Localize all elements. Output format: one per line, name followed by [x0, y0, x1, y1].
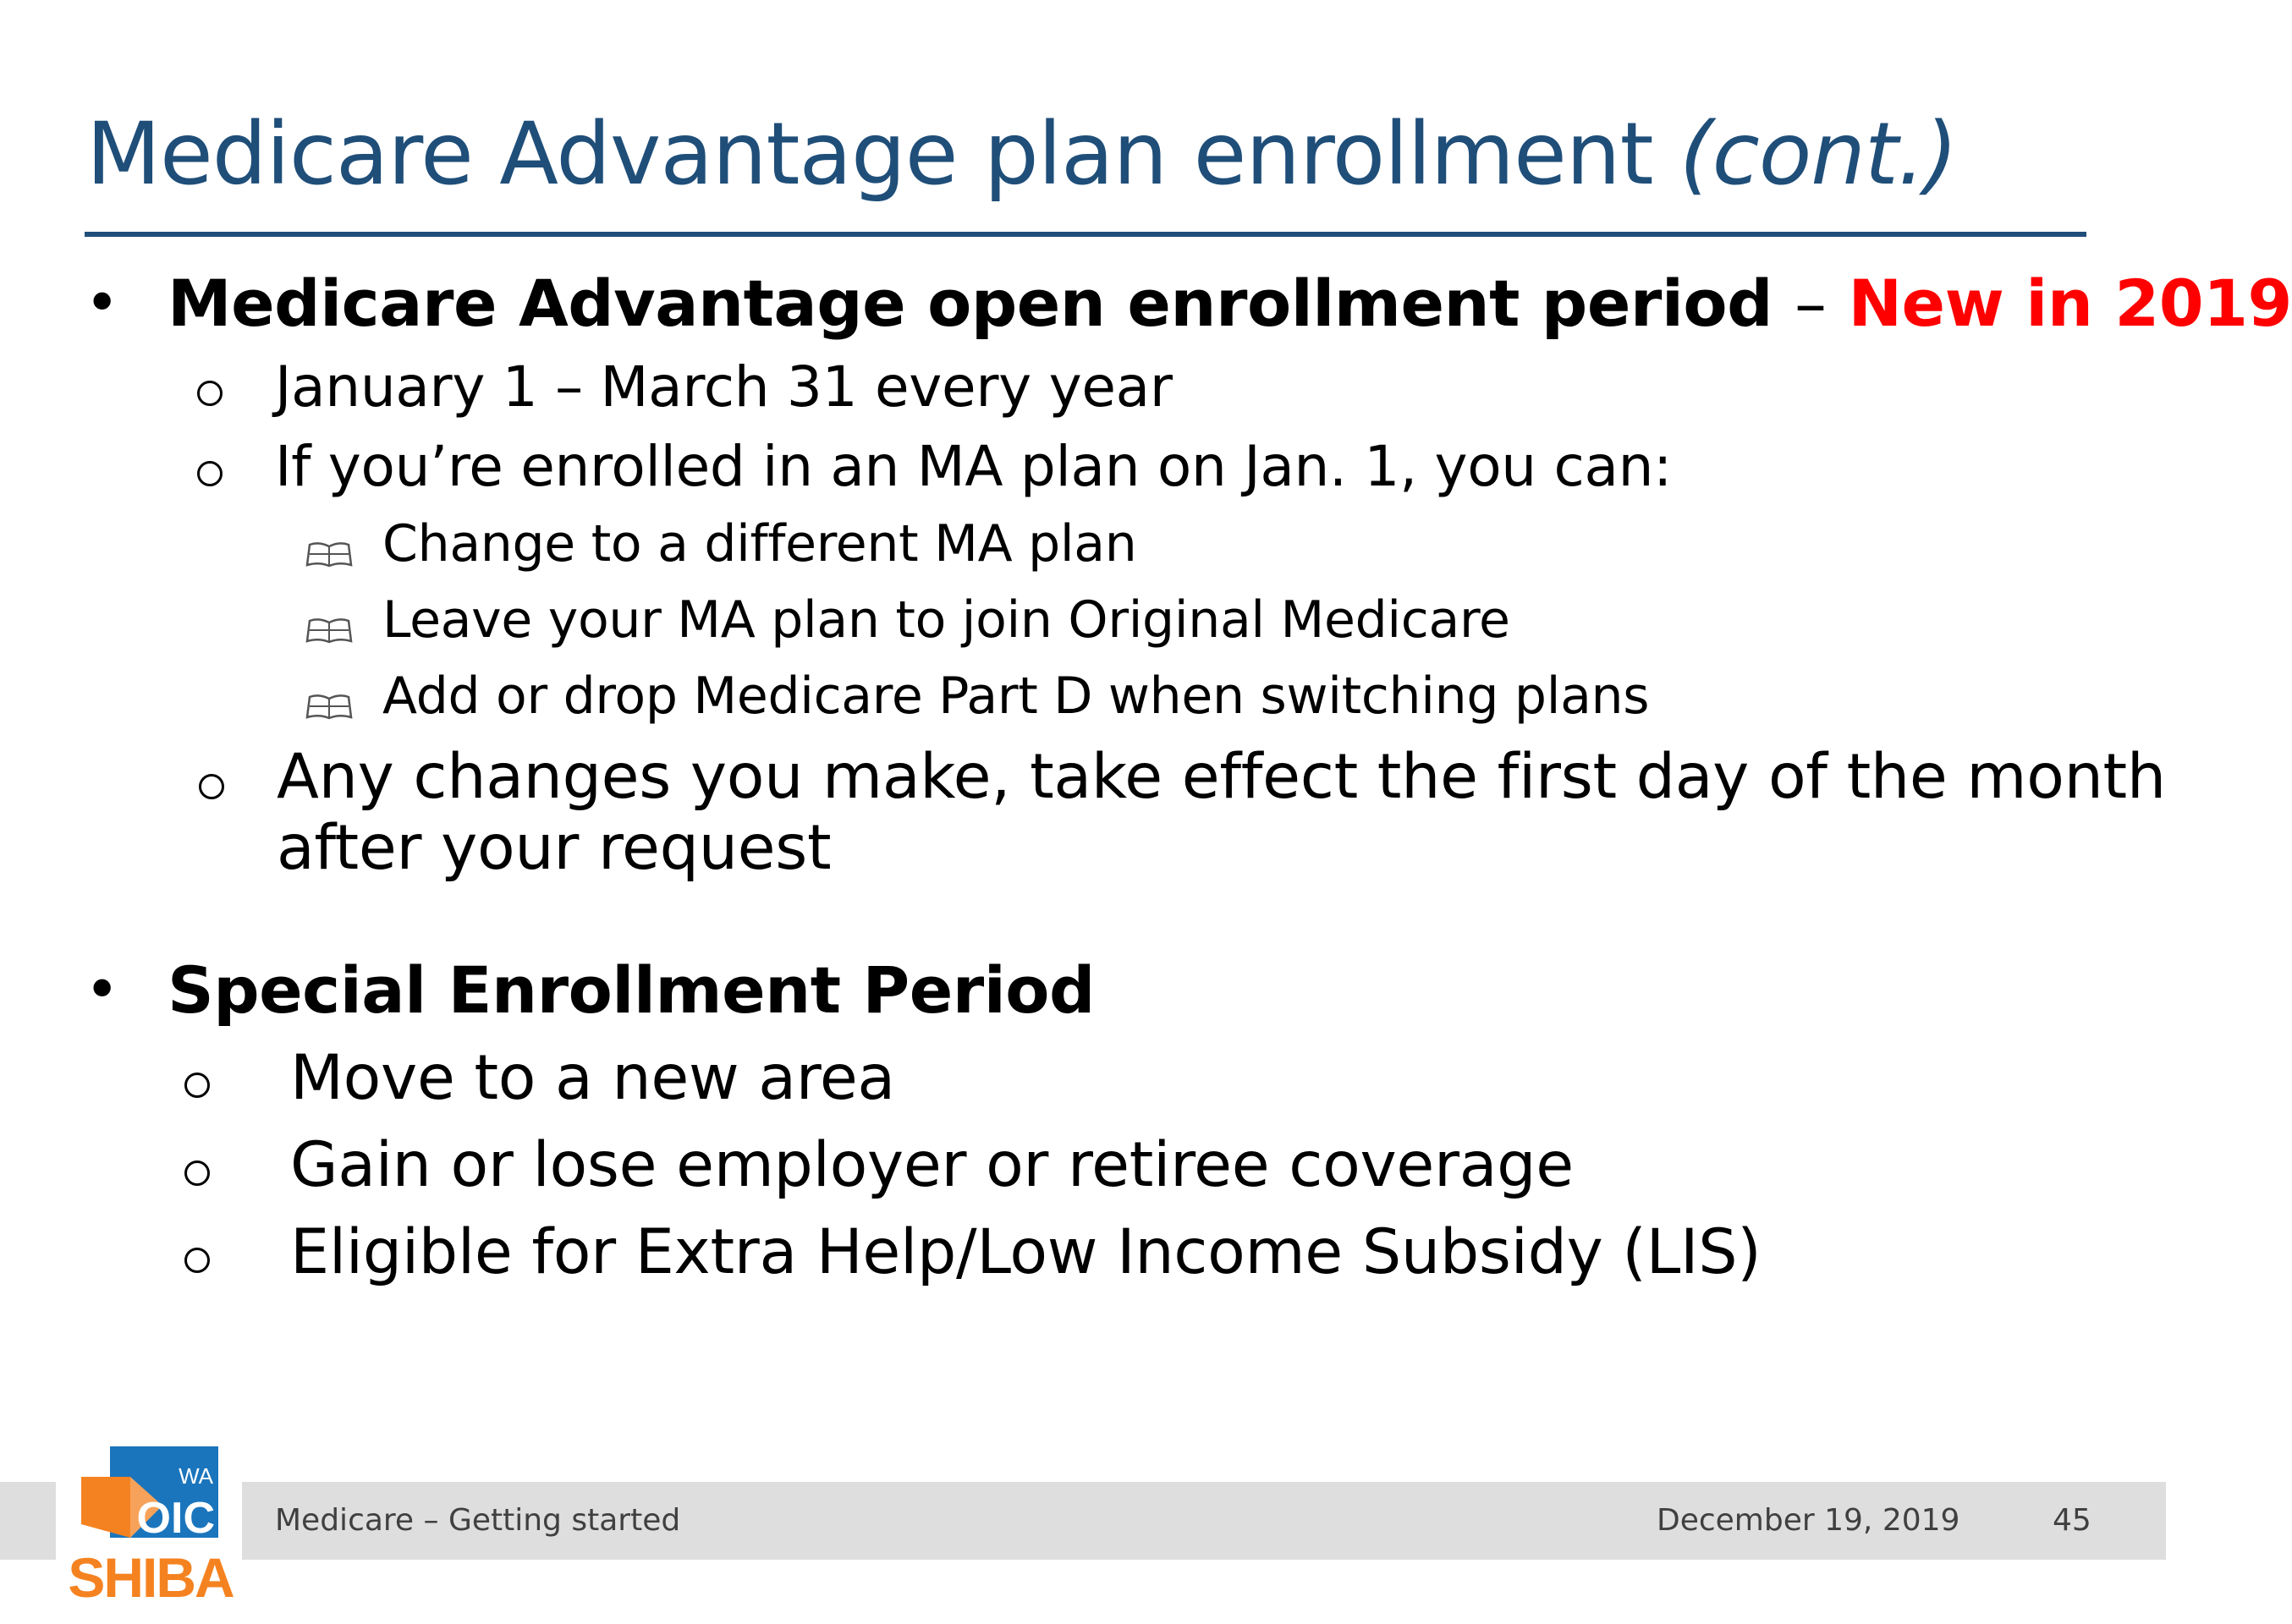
circle-bullet-icon [184, 1160, 210, 1186]
section2-item-2: Gain or lose employer or retiree coverage [290, 1129, 1574, 1201]
logo-program: SHIBA [68, 1546, 234, 1609]
title-main: Medicare Advantage plan enrollment [86, 104, 1653, 205]
subitem-1: Change to a different MA plan [382, 514, 1137, 573]
section2-item-1: Move to a new area [290, 1042, 895, 1114]
logo-agency: OIC [136, 1494, 215, 1543]
circle-bullet-icon [197, 461, 223, 486]
title-cont: (cont.) [1679, 104, 1958, 205]
circle-bullet-icon [197, 381, 223, 406]
slide-title [86, 102, 1957, 207]
logo-state: WA [179, 1463, 213, 1489]
section1-item-3-line2: after your request [277, 812, 832, 884]
section1-heading-line [168, 266, 2292, 342]
circle-bullet-icon [199, 774, 224, 799]
section1-heading: Medicare Advantage open enrollment period [168, 266, 1773, 341]
new-badge: New in 2019 [1848, 266, 2292, 341]
open-book-icon [305, 540, 354, 568]
subitem-2: Leave your MA plan to join Original Medicare [382, 590, 1510, 650]
subitem-3: Add or drop Medicare Part D when switching plans [382, 667, 1650, 726]
open-book-icon [305, 692, 354, 721]
title-divider [85, 232, 2086, 237]
shiba-logo [68, 1446, 234, 1609]
section1-item-3-line1: Any changes you make, take effect the first day of the month [277, 741, 2166, 813]
section2-item-3: Eligible for Extra Help/Low Income Subsidy (LIS) [290, 1216, 1762, 1288]
footer-date: December 19, 2019 [1657, 1503, 1960, 1538]
section1-item-2: If you’re enrolled in an MA plan on Jan. 1, you can: [275, 434, 1673, 499]
bullet-dot-icon: • [85, 268, 120, 337]
circle-bullet-icon [184, 1073, 210, 1098]
section1-item-1: January 1 – March 31 every year [275, 354, 1173, 420]
circle-bullet-icon [184, 1248, 210, 1273]
section1-dash: – [1794, 266, 1827, 341]
bullet-dot-icon: • [85, 955, 120, 1024]
section2-heading: Special Enrollment Period [168, 952, 1095, 1028]
footer-page-number: 45 [2053, 1503, 2091, 1538]
footer-title: Medicare – Getting started [275, 1503, 681, 1538]
open-book-icon [305, 616, 354, 645]
